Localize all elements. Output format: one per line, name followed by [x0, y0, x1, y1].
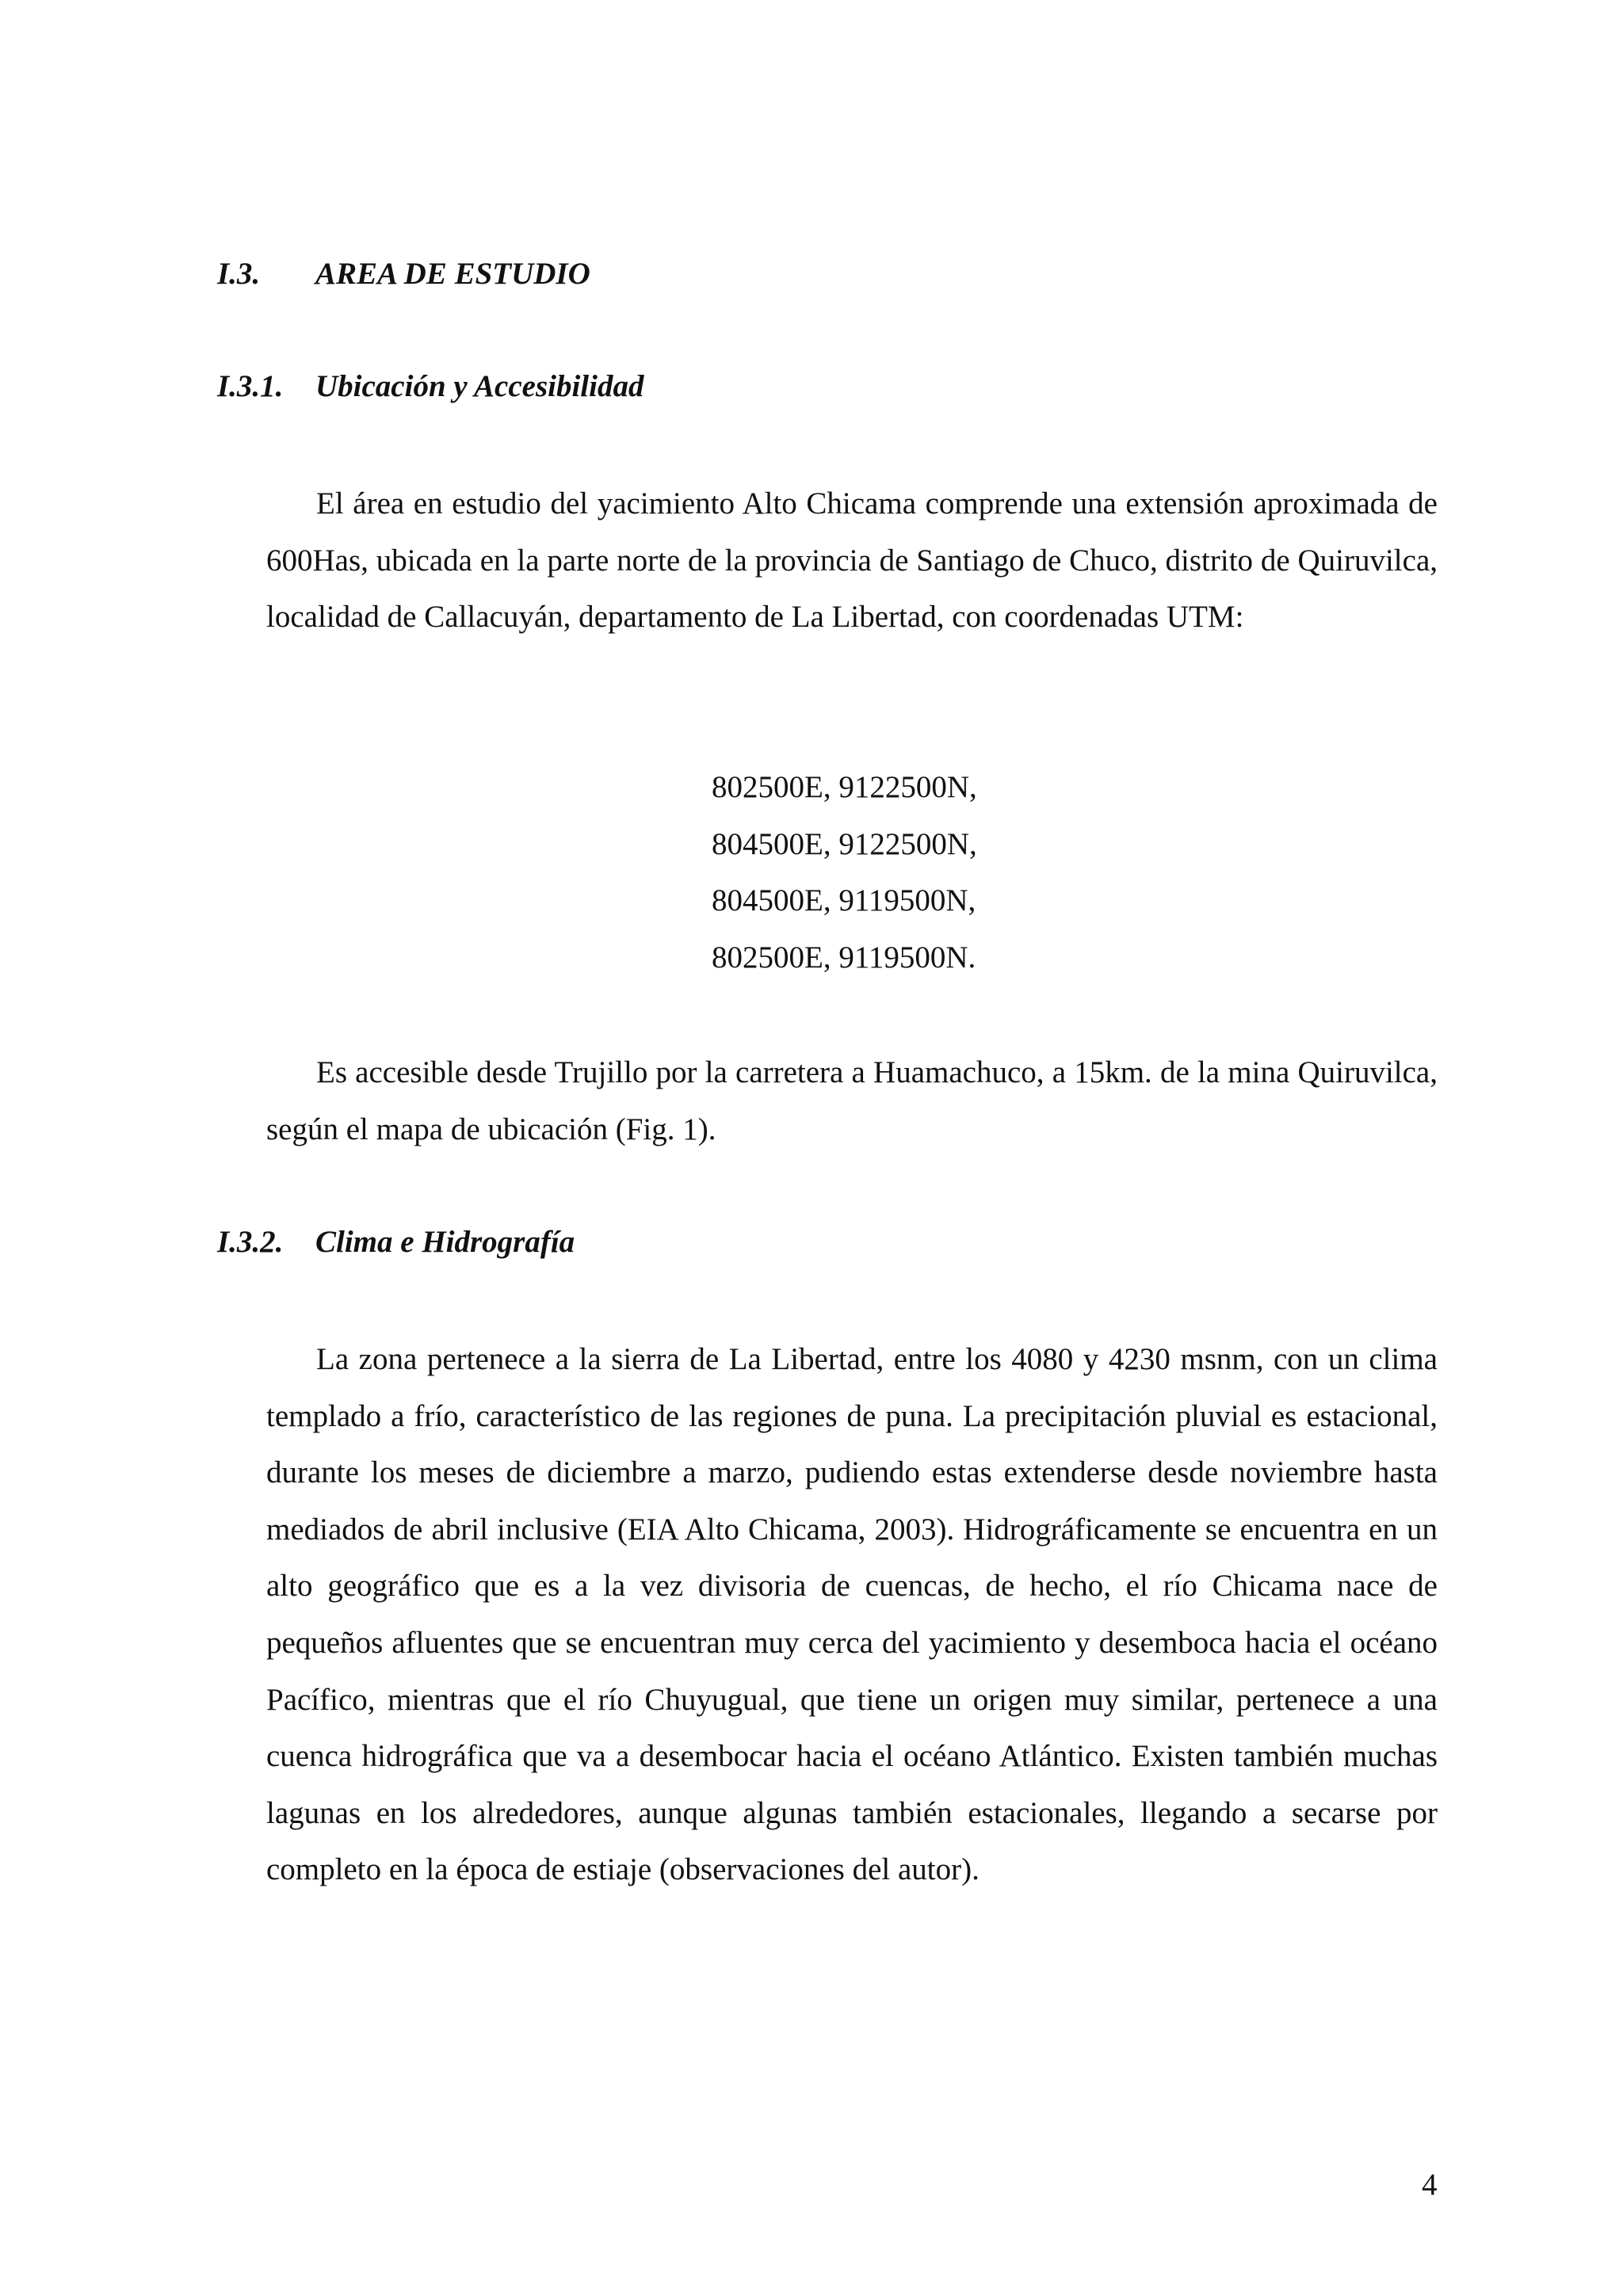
- paragraph-ubicacion: El área en estudio del yacimiento Alto Chicama comprende una extensión aproximada de 600Has, ubicada en la parte norte de la provincia de Santiago de Chuco, distrito de Quiruvilca, localidad de Callacuyán, departamento de La Libertad, con coordenadas UTM:: [266, 486, 1438, 635]
- section-title: AREA DE ESTUDIO: [315, 257, 590, 291]
- subsection-heading-ubicacion: [217, 368, 643, 406]
- coordinate-item: 804500E, 9122500N,: [712, 826, 977, 861]
- page-number: 4: [1422, 2168, 1438, 2202]
- subsection-title: Ubicación y Accesibilidad: [315, 369, 644, 403]
- subsection-number: I.3.2.: [217, 1225, 284, 1259]
- paragraph-clima: La zona pertenece a la sierra de La Libertad, entre los 4080 y 4230 msnm, con un clima templado a frío, característico de las regiones de puna. La precipitación pluvial es estacional, durante los meses de diciembre a marzo, pudiendo estas extenderse desde noviembre hasta mediados de abril inclusive (EIA Alto Chicama, 2003). Hidrográficamente se encuentra en un alto geográfico que es a la vez divisoria de cuencas, de hecho, el río Chicama nace de pequeños afluentes que se encuentran muy cerca del yacimiento y desemboca hacia el océano Pacífico, mientras que el río Chuyugual, que tiene un origen muy similar, pertenece a una cuenca hidrográfica que va a desembocar hacia el océano Atlántico. Existen también muchas lagunas en los alrededores, aunque algunas también estacionales, llegando a secarse por completo en la época de estiaje (observaciones del autor).: [266, 1342, 1438, 1887]
- section-heading: [217, 255, 590, 293]
- subsection-number: I.3.1.: [217, 369, 284, 403]
- subsection-title: Clima e Hidrografía: [315, 1225, 575, 1259]
- subsection-heading-clima: [217, 1223, 575, 1261]
- coordinate-item: 802500E, 9122500N,: [712, 770, 977, 804]
- paragraph-accesibilidad: Es accesible desde Trujillo por la carretera a Huamachuco, a 15km. de la mina Quiruvilca, según el mapa de ubicación (Fig. 1).: [266, 1055, 1438, 1146]
- coordinate-item: 804500E, 9119500N,: [712, 883, 976, 918]
- section-number: I.3.: [217, 257, 261, 291]
- coordinate-item: 802500E, 9119500N.: [712, 940, 976, 974]
- utm-coordinates-list: [712, 759, 977, 986]
